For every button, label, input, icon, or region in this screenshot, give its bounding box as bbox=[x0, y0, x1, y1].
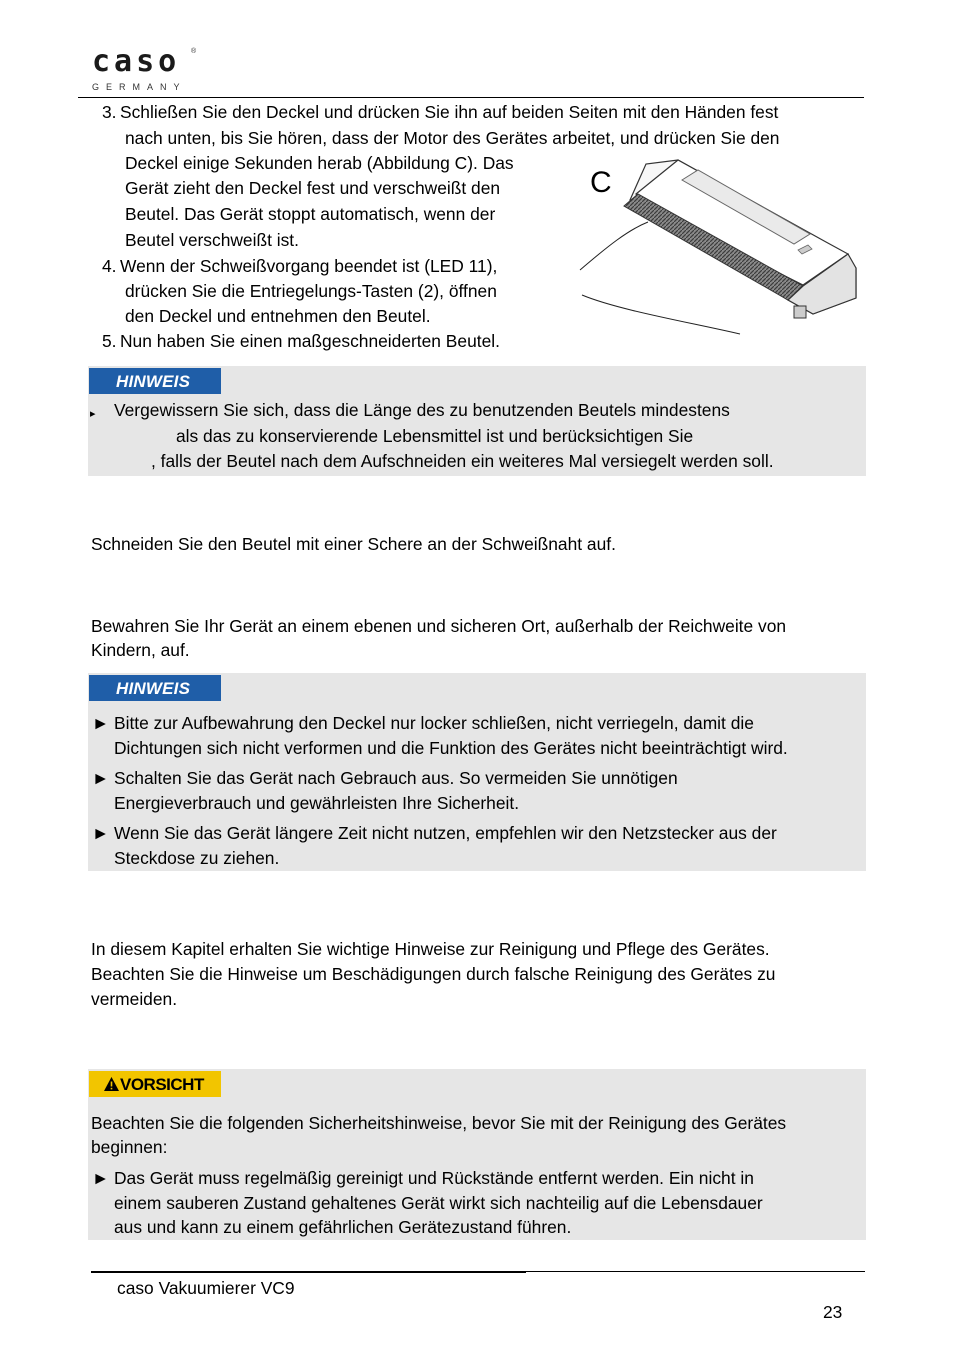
paragraph-line: Schneiden Sie den Beutel mit einer Schere an der Schweißnaht auf. bbox=[91, 534, 616, 554]
paragraph-line: Kindern, auf. bbox=[91, 640, 190, 660]
bullet-icon: ▸ bbox=[90, 408, 96, 420]
note-tag bbox=[89, 675, 221, 701]
header-rule bbox=[78, 97, 864, 98]
note-text-line: Energieverbrauch und gewährleisten Ihre Sicherheit. bbox=[114, 793, 520, 813]
paragraph-line: vermeiden. bbox=[91, 989, 178, 1009]
bullet-icon: ► bbox=[92, 1168, 110, 1188]
step-number: 5. bbox=[102, 331, 117, 351]
step-text-line: Nun haben Sie einen maßgeschneiderten Beutel. bbox=[120, 331, 500, 351]
note-tag-label: HINWEIS bbox=[116, 372, 191, 391]
footer-rule bbox=[91, 1271, 526, 1273]
caution-tag bbox=[89, 1071, 221, 1097]
note-text-line: als das zu konservierende Lebensmittel ist und berücksichtigen Sie bbox=[176, 426, 694, 446]
caso-logo bbox=[78, 32, 204, 104]
step-text-line: Beutel verschweißt ist. bbox=[125, 230, 299, 250]
step-text-line: den Deckel und entnehmen den Beutel. bbox=[125, 306, 431, 326]
note-text-line: Steckdose zu ziehen. bbox=[114, 848, 280, 868]
step-text-line: Gerät zieht den Deckel fest und verschweißt den bbox=[125, 178, 501, 198]
logo-wordmark: caso bbox=[92, 44, 181, 79]
caution-text-line: einem sauberen Zustand gehaltenes Gerät wirkt sich nachteilig auf die Lebensdauer bbox=[114, 1193, 763, 1213]
note-text-line: Vergewissern Sie sich, dass die Länge des zu benutzenden Beutels mindestens bbox=[114, 400, 730, 420]
note-text-line: Bitte zur Aufbewahrung den Deckel nur locker schließen, nicht verriegeln, damit die bbox=[114, 713, 754, 733]
bullet-icon: ► bbox=[92, 713, 110, 733]
step-text-line: nach unten, bis Sie hören, dass der Motor des Gerätes arbeitet, und drücken Sie den bbox=[125, 128, 780, 148]
caution-text-line: Beachten Sie die folgenden Sicherheitshinweise, bevor Sie mit der Reinigung des Gerätes bbox=[91, 1113, 787, 1133]
paragraph-line: Beachten Sie die Hinweise um Beschädigungen durch falsche Reinigung des Gerätes zu bbox=[91, 964, 776, 984]
step-text-line: Deckel einige Sekunden herab (Abbildung C). Das bbox=[125, 153, 514, 173]
step-number: 4. bbox=[102, 256, 117, 276]
paragraph-line: Bewahren Sie Ihr Gerät an einem ebenen und sicheren Ort, außerhalb der Reichweite von bbox=[91, 616, 787, 636]
bullet-icon: ► bbox=[92, 823, 110, 843]
note-text-line: Dichtungen sich nicht verformen und die Funktion des Gerätes nicht beeinträchtigt wird. bbox=[114, 738, 788, 758]
footer-title: caso Vakuumierer VC9 bbox=[117, 1278, 295, 1298]
caution-tag-label: VORSICHT bbox=[120, 1075, 204, 1094]
step-text-line: drücken Sie die Entriegelungs-Tasten (2), öffnen bbox=[125, 281, 497, 301]
caution-text-line: beginnen: bbox=[91, 1137, 168, 1157]
caution-text-line: aus und kann zu einem gefährlichen Gerätezustand führen. bbox=[114, 1217, 572, 1237]
paragraph-line: In diesem Kapitel erhalten Sie wichtige Hinweise zur Reinigung und Pflege des Gerätes. bbox=[91, 939, 770, 959]
caution-text-line: Das Gerät muss regelmäßig gereinigt und Rückstände entfernt werden. Ein nicht in bbox=[114, 1168, 754, 1188]
vacuum-sealer-illustration bbox=[578, 150, 860, 336]
note-tag bbox=[89, 368, 221, 394]
bullet-icon: ► bbox=[92, 768, 110, 788]
step-text-line: Beutel. Das Gerät stoppt automatisch, wenn der bbox=[125, 204, 496, 224]
note-text-line: , falls der Beutel nach dem Aufschneiden ein weiteres Mal versiegelt werden soll. bbox=[151, 451, 774, 471]
note-text-line: Schalten Sie das Gerät nach Gebrauch aus. So vermeiden Sie unnötigen bbox=[114, 768, 678, 788]
note-text-line: Wenn Sie das Gerät längere Zeit nicht nutzen, empfehlen wir den Netzstecker aus der bbox=[114, 823, 777, 843]
warning-triangle-icon bbox=[103, 1076, 120, 1092]
step-text-line: Wenn der Schweißvorgang beendet ist (LED 11), bbox=[120, 256, 498, 276]
page-number: 23 bbox=[823, 1302, 843, 1322]
step-text-line: Schließen Sie den Deckel und drücken Sie ihn auf beiden Seiten mit den Händen fest bbox=[120, 102, 779, 122]
step-number: 3. bbox=[102, 102, 117, 122]
note-tag-label: HINWEIS bbox=[116, 679, 191, 698]
figure-label: C bbox=[590, 166, 612, 199]
logo-subtitle: GERMANY bbox=[92, 82, 187, 92]
logo-registered-mark: ® bbox=[191, 48, 197, 55]
footer-rule bbox=[526, 1271, 865, 1272]
